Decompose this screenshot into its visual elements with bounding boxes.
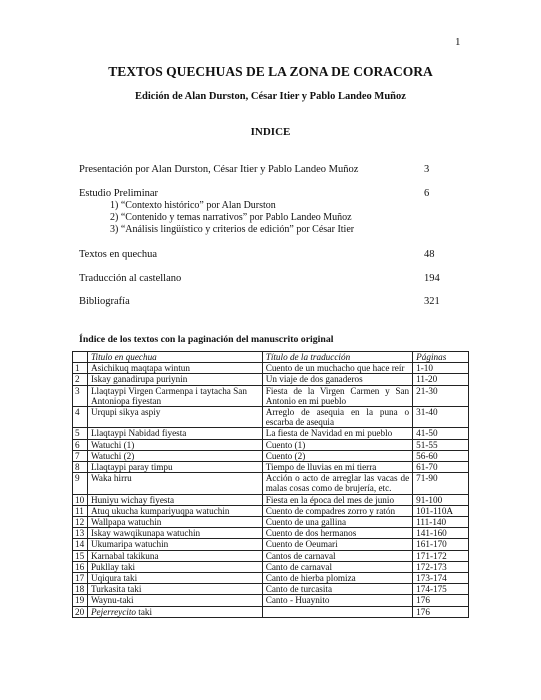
page-range: 61-70 — [413, 462, 469, 473]
header-translation-title: Título de la traducción — [262, 352, 412, 363]
translation-title: Fiesta de la Virgen Carmen y San Antonio en mi pueblo — [262, 385, 412, 406]
row-number: 3 — [73, 385, 88, 406]
table-row — [73, 363, 469, 374]
quechua-title — [87, 606, 262, 617]
row-number: 12 — [73, 517, 88, 528]
quechua-title: Wallpapa watuchin — [87, 517, 262, 528]
translation-title: Arreglo de asequia en la puna o escarba de asequia — [262, 407, 412, 428]
table-row — [73, 428, 469, 439]
toc-entry — [79, 188, 479, 199]
toc-subitem: 3) “Análisis lingüístico y criterios de edición” por César Itier — [110, 224, 355, 235]
row-number: 4 — [73, 407, 88, 428]
translation-title: La fiesta de Navidad en mi pueblo — [262, 428, 412, 439]
page-number: 1 — [455, 36, 461, 48]
translation-title: Tiempo de lluvias en mi tierra — [262, 462, 412, 473]
row-number: 9 — [73, 473, 88, 494]
texts-index-table — [72, 351, 469, 618]
toc-page: 194 — [424, 273, 440, 284]
toc-label: Bibliografía — [79, 296, 130, 307]
quechua-title-rest: taki — [136, 606, 153, 617]
quechua-title: Watuchi (2) — [87, 450, 262, 461]
quechua-title: Llaqtaypi Virgen Carmenpa i taytacha San Antoniopa fiyestan — [87, 385, 262, 406]
translation-title: Fiesta en la época del mes de junio — [262, 494, 412, 505]
quechua-title: Watuchi (1) — [87, 439, 262, 450]
translation-title: Cuento (1) — [262, 439, 412, 450]
toc-page: 3 — [424, 164, 430, 175]
quechua-title: Karnabal takikuna — [87, 550, 262, 561]
quechua-title: Turkasita taki — [87, 584, 262, 595]
translation-title — [262, 606, 412, 617]
row-number: 10 — [73, 494, 88, 505]
toc-label: Estudio Preliminar — [79, 188, 159, 199]
quechua-title: Pukllay taki — [87, 561, 262, 572]
toc-entry — [79, 164, 479, 175]
row-number: 5 — [73, 428, 88, 439]
translation-title: Cuento de una gallina — [262, 517, 412, 528]
toc-page: 6 — [424, 188, 430, 199]
translation-title: Acción o acto de arreglar las vacas de malas cosas como de brujería, etc. — [262, 473, 412, 494]
translation-title: Cuento de dos hermanos — [262, 528, 412, 539]
page-range: 141-160 — [413, 528, 469, 539]
quechua-title: Llaqtaypi Nabidad fiyesta — [87, 428, 262, 439]
page-range: 174-175 — [413, 584, 469, 595]
page-range: 161-170 — [413, 539, 469, 550]
table-row — [73, 584, 469, 595]
quechua-title: Uqiqura taki — [87, 573, 262, 584]
header-quechua-title: Titulo en quechua — [87, 352, 262, 363]
document-subtitle: Edición de Alan Durston, César Itier y Pablo Landeo Muñoz — [135, 91, 406, 102]
row-number: 11 — [73, 505, 88, 516]
page-range: 31-40 — [413, 407, 469, 428]
page-range: 71-90 — [413, 473, 469, 494]
toc-subitem: 2) “Contenido y temas narrativos” por Pablo Landeo Muñoz — [110, 212, 352, 223]
row-number: 6 — [73, 439, 88, 450]
toc-subitem: 1) “Contexto histórico” por Alan Durston — [110, 200, 276, 211]
table-row — [73, 374, 469, 385]
page-range: 51-55 — [413, 439, 469, 450]
translation-title: Cuento de un muchacho que hace reír — [262, 363, 412, 374]
header-pages: Páginas — [413, 352, 469, 363]
row-number: 13 — [73, 528, 88, 539]
row-number: 18 — [73, 584, 88, 595]
quechua-title-italic: Pejerreycito — [90, 606, 136, 617]
quechua-title: Waka hirru — [87, 473, 262, 494]
toc-entry — [79, 249, 479, 260]
row-number: 2 — [73, 374, 88, 385]
table-row — [73, 539, 469, 550]
toc-label: Textos en quechua — [79, 249, 157, 260]
page-range: 1-10 — [413, 363, 469, 374]
quechua-title: Atuq ukucha kumpariyuqpa watuchin — [87, 505, 262, 516]
table-row — [73, 385, 469, 406]
row-number: 1 — [73, 363, 88, 374]
table-row — [73, 473, 469, 494]
row-number: 17 — [73, 573, 88, 584]
page-range: 173-174 — [413, 573, 469, 584]
translation-title: Canto - Huaynito — [262, 595, 412, 606]
toc-label: Presentación por Alan Durston, César Itier y Pablo Landeo Muñoz — [79, 164, 359, 175]
page-range: 176 — [413, 606, 469, 617]
page-range: 41-50 — [413, 428, 469, 439]
table-row — [73, 595, 469, 606]
page-range: 91-100 — [413, 494, 469, 505]
quechua-title: Iskay wawqikunapa watuchin — [87, 528, 262, 539]
table-row — [73, 439, 469, 450]
table-row — [73, 528, 469, 539]
translation-title: Cuento de Oeumari — [262, 539, 412, 550]
toc-page: 321 — [424, 296, 440, 307]
page-range: 56-60 — [413, 450, 469, 461]
translation-title: Un viaje de dos ganaderos — [262, 374, 412, 385]
translation-title: Cuento (2) — [262, 450, 412, 461]
index-heading: INDICE — [250, 126, 291, 138]
translation-title: Canto de hierba plomiza — [262, 573, 412, 584]
quechua-title: Asichikuq maqtapa wintun — [87, 363, 262, 374]
table-row — [73, 407, 469, 428]
translation-title: Cuento de compadres zorro y ratón — [262, 505, 412, 516]
table-row — [73, 517, 469, 528]
table-row — [73, 561, 469, 572]
page-range: 111-140 — [413, 517, 469, 528]
quechua-title: Llaqtaypi paray timpu — [87, 462, 262, 473]
table-header-row — [73, 352, 469, 363]
document-title: TEXTOS QUECHUAS DE LA ZONA DE CORACORA — [108, 64, 433, 79]
translation-title: Cantos de carnaval — [262, 550, 412, 561]
table-row — [73, 550, 469, 561]
toc-page: 48 — [424, 249, 435, 260]
table-heading: Índice de los textos con la paginación del manuscrito original — [79, 334, 334, 345]
page-range: 21-30 — [413, 385, 469, 406]
quechua-title: Iskay ganadirupa puriynin — [87, 374, 262, 385]
header-number — [73, 352, 88, 363]
translation-title: Canto de carnaval — [262, 561, 412, 572]
quechua-title: Urqupi sikya aspiy — [87, 407, 262, 428]
table-row — [73, 450, 469, 461]
page-range: 171-172 — [413, 550, 469, 561]
row-number: 8 — [73, 462, 88, 473]
quechua-title: Huniyu wichay fiyesta — [87, 494, 262, 505]
translation-title: Canto de turcasita — [262, 584, 412, 595]
row-number: 20 — [73, 606, 88, 617]
quechua-title: Ukumaripa watuchin — [87, 539, 262, 550]
toc-entry — [79, 296, 479, 307]
table-row — [73, 573, 469, 584]
row-number: 15 — [73, 550, 88, 561]
quechua-title: Waynu-taki — [87, 595, 262, 606]
row-number: 7 — [73, 450, 88, 461]
table-row — [73, 462, 469, 473]
table-row — [73, 505, 469, 516]
table-row — [73, 494, 469, 505]
page-range: 101-110A — [413, 505, 469, 516]
row-number: 19 — [73, 595, 88, 606]
toc-label: Traducción al castellano — [79, 273, 182, 284]
page-range: 172-173 — [413, 561, 469, 572]
page-range: 11-20 — [413, 374, 469, 385]
table-row — [73, 606, 469, 617]
toc-entry — [79, 273, 479, 284]
row-number: 16 — [73, 561, 88, 572]
page-range: 176 — [413, 595, 469, 606]
row-number: 14 — [73, 539, 88, 550]
